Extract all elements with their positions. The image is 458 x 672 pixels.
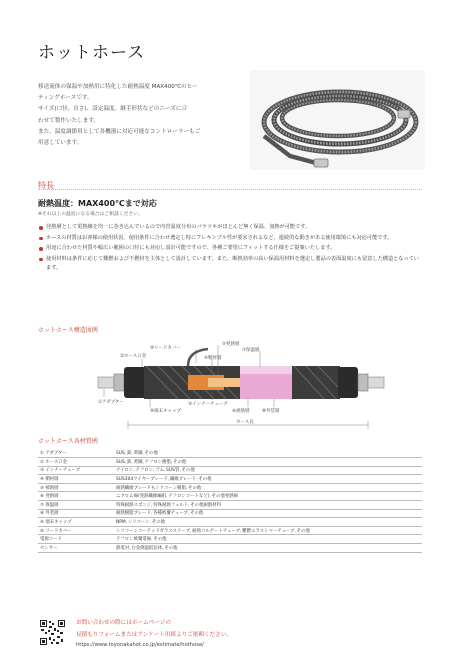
intro-text [38, 82, 258, 149]
features-heading: 特長 [38, 181, 54, 190]
contact-notice [76, 618, 376, 641]
label-sheath: ④鞘材層 [204, 356, 222, 361]
structure-heading: ホットホース構造図例 [38, 327, 98, 334]
part-name: センサー [38, 544, 114, 553]
label-lead-cover: ⑩リードカバー [150, 346, 181, 351]
table-row [38, 526, 422, 535]
part-materials: 熱電対､白金測温抵抗体､その他 [114, 544, 422, 553]
intro-line: わせて製作いたします。 [38, 117, 100, 124]
materials-table [38, 449, 422, 553]
materials-heading: ホットホース各材質例 [38, 438, 98, 445]
feature-item: 用途に合わせた材質や幅広い範囲の口径にも対応し設計可能ですので、各種ご要望にフィットする仕様をご提案いたします。 [38, 244, 422, 253]
hose-structure-diagram [38, 337, 422, 437]
table-row [38, 449, 422, 458]
part-materials: 耐熱繊維ブレードもシリコーン樹脂､その他 [114, 483, 422, 492]
label-hose-length: ホース長 [236, 420, 254, 425]
feature-item: 使用材料は条件に応じて難燃および不燃材を主体として設計しています。また、断熱効率の高い保温用材料を選定し製品の表面温度にも留意した構造となっています。 [38, 255, 422, 273]
label-outer: ⑧外装層 [262, 409, 280, 414]
intro-line: 移送流体の保温や加熱用に特化した耐熱温度 MAX400℃のヒー [38, 84, 198, 90]
label-hose-mouth: ②ホース口金 [120, 354, 147, 359]
part-name: ⑧ 外装層 [38, 509, 114, 518]
part-materials: SUS､鉄､黄銅､テフロン樹脂､その他 [114, 458, 422, 467]
part-name: ⑩ リードカバー [38, 526, 114, 535]
part-materials: SUS､鉄､黄銅､その他 [114, 449, 422, 458]
part-materials: テフロン被覆電線､その他 [114, 535, 422, 544]
part-materials: NPM､シリコーン､その他 [114, 518, 422, 527]
table-row [38, 501, 422, 510]
section-divider [38, 189, 422, 190]
heat-resistance-note: ※それ以上の温度になる場合はご相談ください。 [38, 212, 143, 217]
part-materials: SUS304ワイヤーブレード､繊維ブレード､その他 [114, 475, 422, 484]
page-title: ホットホース [38, 43, 146, 63]
hose-photo [250, 70, 425, 170]
table-row [38, 509, 422, 518]
label-insulation: ⑦保温層 [242, 348, 260, 353]
heat-resistance-heading: 耐熱温度：MAX400℃まで対応 [38, 199, 157, 208]
part-name: ⑨ 端末キャップ [38, 518, 114, 527]
table-row [38, 535, 422, 544]
label-end-cap: ⑨端末キャップ [150, 409, 182, 414]
table-row [38, 466, 422, 475]
table-row [38, 458, 422, 467]
table-row [38, 518, 422, 527]
feature-item: ホースの材質はお客様の使用状況、使用条件に合わせ選定し特にフレキシブル性が要求されるなど、連続的な動きがある使用環境にも対応可能です。 [38, 234, 422, 243]
table-row [38, 544, 422, 553]
part-name: ③ インナーチューブ [38, 466, 114, 475]
intro-line: 用意しています。 [38, 140, 83, 147]
part-name: ⑤ 被熱層 [38, 483, 114, 492]
contact-line: 見積もりフォームまたはアンケート用紙よりご依頼ください。 [76, 631, 233, 638]
part-name: 電源コード [38, 535, 114, 544]
feature-item: 発熱層として電熱線を均一に巻き込んでいるので内管温度分布のバラツキがほとんど無く保温、加熱が可能です。 [38, 223, 422, 232]
label-jacket: ⑥被熱層 [232, 409, 250, 414]
label-heat-layer: ⑤発熱層 [222, 342, 240, 347]
part-name: ② ホース口金 [38, 458, 114, 467]
qr-code[interactable] [40, 620, 65, 645]
intro-line: サイズ(口径、長さ)、設定温度、継手形状などのニーズに合 [38, 106, 188, 113]
part-name: ⑦ 保温層 [38, 501, 114, 510]
part-materials: ニクロム線(発熱繊維編組､テフロンコートなど)､その他発熱線 [114, 492, 422, 501]
part-materials: 耐熱樹脂ブレード､各種被覆チューブ､その他 [114, 509, 422, 518]
part-name: ④ 鞘材層 [38, 475, 114, 484]
label-adapter: ①アダプター [98, 400, 124, 405]
part-materials: シリコーンコーテッドガラススリーブ､耐熱コルゲートチューブ､難燃エラストマーチューブ､その他 [114, 526, 422, 535]
feature-list [38, 223, 422, 274]
intro-line: ティングホースです。 [38, 95, 93, 102]
label-inner-tube: ③インナーチューブ [188, 402, 228, 407]
intro-line: また、温度調節用として各機器に対応可能なコントローラーもご [38, 128, 201, 135]
part-materials: ナイロン､テフロン､ゴム､SUS管､その他 [114, 466, 422, 475]
part-name: ⑥ 発熱層 [38, 492, 114, 501]
part-materials: 特殊耐熱スポンジ､特殊耐熱フェルト､その他耐熱材料 [114, 501, 422, 510]
part-name: ① アダプター [38, 449, 114, 458]
table-row [38, 492, 422, 501]
estimate-url-link[interactable]: https://www.toyonakahot.co.jp/estimate/hothose/ [76, 642, 204, 648]
table-row [38, 483, 422, 492]
contact-line: お問い合わせの際にはホームページの [76, 620, 171, 626]
table-row [38, 475, 422, 484]
